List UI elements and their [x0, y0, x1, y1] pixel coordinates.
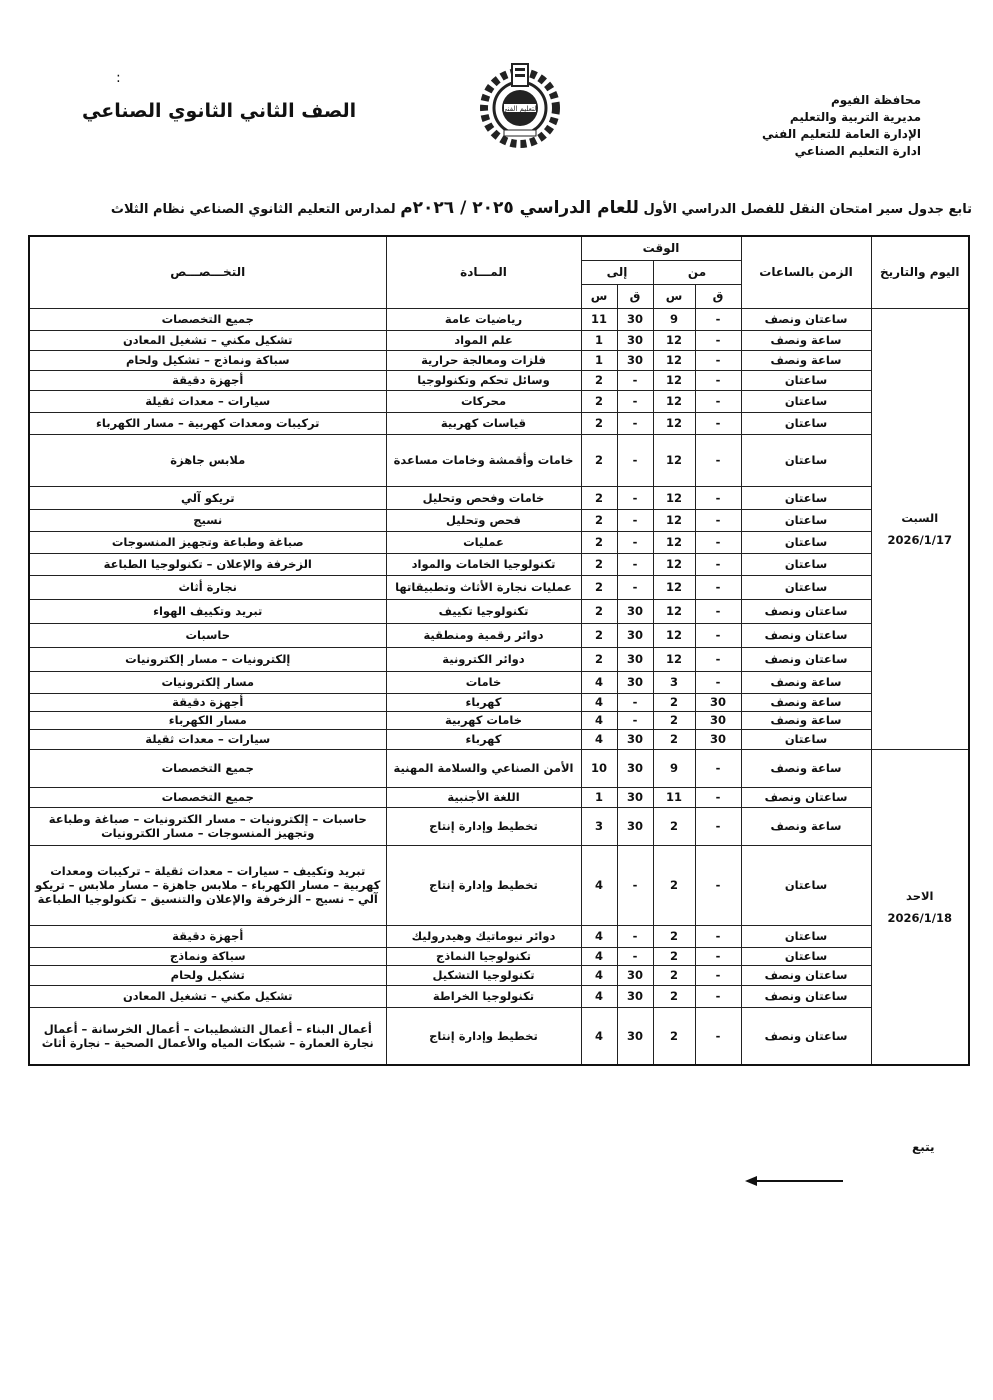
to-minute-cell: 30 — [617, 647, 653, 671]
table-row — [29, 807, 969, 845]
from-hour-cell: 12 — [653, 434, 695, 486]
technical-education-logo — [474, 60, 566, 152]
subject-cell: تكنولوجيا التشكيل — [386, 965, 581, 985]
to-minute-cell: - — [617, 412, 653, 434]
duration-cell: ساعة ونصف — [741, 693, 871, 711]
from-hour-cell: 12 — [653, 647, 695, 671]
header-from: من — [653, 260, 741, 284]
duration-cell: ساعتان — [741, 370, 871, 390]
duration-cell: ساعتان ونصف — [741, 787, 871, 807]
from-minute-cell: - — [695, 845, 741, 925]
from-minute-cell: - — [695, 553, 741, 575]
to-minute-cell: 30 — [617, 308, 653, 330]
from-minute-cell: - — [695, 575, 741, 599]
table-row — [29, 434, 969, 486]
duration-cell: ساعتان — [741, 553, 871, 575]
duration-cell: ساعتان — [741, 486, 871, 509]
specialty-cell: أعمال البناء – أعمال التشطيبات – أعمال الخرسانة – أعمال نجارة العمارة – شبكات المياه والأعمال الصحية – نجارة أثاث — [29, 1007, 386, 1065]
schedule-subtitle — [22, 198, 972, 218]
from-minute-cell: - — [695, 925, 741, 947]
to-hour-cell: 2 — [581, 553, 617, 575]
to-minute-cell: 30 — [617, 807, 653, 845]
from-hour-cell: 12 — [653, 350, 695, 370]
from-minute-cell: - — [695, 509, 741, 531]
table-row — [29, 599, 969, 623]
to-hour-cell: 2 — [581, 370, 617, 390]
to-minute-cell: - — [617, 925, 653, 947]
subject-cell: كهرباء — [386, 693, 581, 711]
specialty-cell: مسار الكهرباء — [29, 711, 386, 729]
subject-cell: عمليات نجارة الأثاث وتطبيقاتها — [386, 575, 581, 599]
day-name: الاحد — [906, 888, 934, 903]
to-hour-cell: 2 — [581, 412, 617, 434]
from-hour-cell: 2 — [653, 729, 695, 749]
header-duration: الزمن بالساعات — [741, 236, 871, 308]
to-hour-cell: 2 — [581, 390, 617, 412]
to-hour-cell: 10 — [581, 749, 617, 787]
subject-cell: تخطيط وإدارة إنتاج — [386, 1007, 581, 1065]
subtitle-part-2: للعام الدراسي ٢٠٢٥ / ٢٠٢٦م — [400, 198, 639, 218]
duration-cell: ساعة ونصف — [741, 330, 871, 350]
from-hour-cell: 2 — [653, 947, 695, 965]
header-time: الوقت — [581, 236, 741, 260]
to-hour-cell: 2 — [581, 531, 617, 553]
specialty-cell: تريكو آلي — [29, 486, 386, 509]
specialty-cell: تشكيل مكني – تشغيل المعادن — [29, 985, 386, 1007]
specialty-cell: ملابس جاهزة — [29, 434, 386, 486]
specialty-cell: نسيج — [29, 509, 386, 531]
table-row — [29, 308, 969, 330]
to-minute-cell: - — [617, 693, 653, 711]
duration-cell: ساعتان — [741, 412, 871, 434]
header-to: إلى — [581, 260, 653, 284]
from-hour-cell: 12 — [653, 575, 695, 599]
from-minute-cell: - — [695, 434, 741, 486]
header-from-min: ق — [695, 284, 741, 308]
specialty-cell: أجهزة دقيقة — [29, 370, 386, 390]
table-row — [29, 330, 969, 350]
header-day-date: اليوم والتاريخ — [871, 236, 969, 308]
subject-cell: فلزات ومعالجة حرارية — [386, 350, 581, 370]
to-hour-cell: 4 — [581, 711, 617, 729]
to-minute-cell: - — [617, 947, 653, 965]
subject-cell: تكنولوجيا الخراطة — [386, 985, 581, 1007]
specialty-cell: نجارة أثاث — [29, 575, 386, 599]
table-row — [29, 412, 969, 434]
subject-cell: الأمن الصناعي والسلامة المهنية — [386, 749, 581, 787]
to-minute-cell: 30 — [617, 623, 653, 647]
header-to-min: ق — [617, 284, 653, 308]
to-hour-cell: 1 — [581, 350, 617, 370]
to-hour-cell: 1 — [581, 330, 617, 350]
to-minute-cell: - — [617, 370, 653, 390]
from-minute-cell: - — [695, 308, 741, 330]
to-minute-cell: - — [617, 711, 653, 729]
duration-cell: ساعتان — [741, 575, 871, 599]
to-hour-cell: 4 — [581, 925, 617, 947]
duration-cell: ساعة ونصف — [741, 350, 871, 370]
subject-cell: تكنولوجيا تكييف — [386, 599, 581, 623]
specialty-cell: أجهزة دقيقة — [29, 925, 386, 947]
from-hour-cell: 12 — [653, 412, 695, 434]
from-hour-cell: 2 — [653, 845, 695, 925]
subtitle-part-1: تابع جدول سير امتحان النقل للفصل الدراسي الأول — [643, 202, 972, 217]
to-hour-cell: 4 — [581, 1007, 617, 1065]
duration-cell: ساعة ونصف — [741, 671, 871, 693]
specialty-cell: جميع التخصصات — [29, 749, 386, 787]
duration-cell: ساعتان ونصف — [741, 647, 871, 671]
continue-arrow-icon — [745, 1174, 845, 1188]
table-row — [29, 845, 969, 925]
table-row — [29, 553, 969, 575]
specialty-cell: حاسبات — [29, 623, 386, 647]
from-hour-cell: 2 — [653, 985, 695, 1007]
duration-cell: ساعتان — [741, 434, 871, 486]
to-minute-cell: - — [617, 575, 653, 599]
table-row — [29, 985, 969, 1007]
from-hour-cell: 12 — [653, 390, 695, 412]
to-minute-cell: - — [617, 390, 653, 412]
duration-cell: ساعتان — [741, 729, 871, 749]
continues-note: يتبع — [912, 1140, 935, 1154]
table-row — [29, 787, 969, 807]
specialty-cell: تشكيل ولحام — [29, 965, 386, 985]
from-hour-cell: 2 — [653, 807, 695, 845]
from-minute-cell: - — [695, 623, 741, 647]
table-row — [29, 749, 969, 787]
specialty-cell: تشكيل مكني – تشغيل المعادن — [29, 330, 386, 350]
subject-cell: تكنولوجيا الخامات والمواد — [386, 553, 581, 575]
from-minute-cell: - — [695, 787, 741, 807]
document-header — [0, 60, 993, 190]
from-hour-cell: 12 — [653, 486, 695, 509]
from-hour-cell: 2 — [653, 965, 695, 985]
table-row — [29, 509, 969, 531]
duration-cell: ساعتان — [741, 947, 871, 965]
table-row — [29, 711, 969, 729]
from-hour-cell: 2 — [653, 693, 695, 711]
to-minute-cell: 30 — [617, 599, 653, 623]
from-minute-cell: - — [695, 350, 741, 370]
from-hour-cell: 12 — [653, 599, 695, 623]
duration-cell: ساعتان ونصف — [741, 308, 871, 330]
duration-cell: ساعتان — [741, 925, 871, 947]
table-row — [29, 350, 969, 370]
to-hour-cell: 3 — [581, 807, 617, 845]
to-hour-cell: 4 — [581, 965, 617, 985]
specialty-cell: سباكة ونماذج – تشكيل ولحام — [29, 350, 386, 370]
subtitle-part-3: لمدارس التعليم الثانوي الصناعي نظام الثلاث — [110, 202, 396, 217]
from-minute-cell: - — [695, 671, 741, 693]
subject-cell: فحص وتحليل — [386, 509, 581, 531]
authority-line: الإدارة العامة للتعليم الفني — [761, 127, 921, 141]
to-hour-cell: 2 — [581, 599, 617, 623]
exam-schedule-table — [28, 235, 970, 1066]
to-hour-cell: 4 — [581, 947, 617, 965]
duration-cell: ساعتان — [741, 845, 871, 925]
subject-cell: وسائل تحكم وتكنولوجيا — [386, 370, 581, 390]
to-minute-cell: 30 — [617, 749, 653, 787]
header-specialty: التخـــصـــص — [29, 236, 386, 308]
to-hour-cell: 2 — [581, 486, 617, 509]
specialty-cell: الزخرفة والإعلان – تكنولوجيا الطباعة — [29, 553, 386, 575]
to-hour-cell: 2 — [581, 623, 617, 647]
table-row — [29, 623, 969, 647]
subject-cell: عمليات — [386, 531, 581, 553]
specialty-cell: تبريد وتكييف – سيارات – معدات ثقيلة – تركيبات ومعدات كهربية – مسار الكهرباء – ملابس جاهزة – مسار ملابس – تريكو آلي – نسيج – الزخرفة والإعلان والتنسيق – تكنولوجيا الطباعة — [29, 845, 386, 925]
from-hour-cell: 3 — [653, 671, 695, 693]
from-hour-cell: 2 — [653, 711, 695, 729]
from-minute-cell: 30 — [695, 711, 741, 729]
to-minute-cell: - — [617, 845, 653, 925]
from-minute-cell: - — [695, 807, 741, 845]
authority-line: ادارة التعليم الصناعي — [794, 144, 921, 158]
header-from-hour: س — [653, 284, 695, 308]
subject-cell: دوائر الكترونية — [386, 647, 581, 671]
authority-line: مديرية التربية والتعليم — [789, 110, 921, 124]
duration-cell: ساعة ونصف — [741, 711, 871, 729]
table-row — [29, 693, 969, 711]
specialty-cell: أجهزة دقيقة — [29, 693, 386, 711]
to-minute-cell: 30 — [617, 1007, 653, 1065]
to-minute-cell: 30 — [617, 350, 653, 370]
day-date-cell — [871, 308, 969, 749]
from-minute-cell: - — [695, 947, 741, 965]
from-minute-cell: 30 — [695, 693, 741, 711]
specialty-cell: تبريد وتكييف الهواء — [29, 599, 386, 623]
subject-cell: رياضيات عامة — [386, 308, 581, 330]
from-hour-cell: 12 — [653, 553, 695, 575]
from-hour-cell: 2 — [653, 1007, 695, 1065]
table-body — [29, 308, 969, 1065]
table-row — [29, 370, 969, 390]
from-hour-cell: 12 — [653, 531, 695, 553]
table-row — [29, 947, 969, 965]
to-minute-cell: 30 — [617, 330, 653, 350]
to-hour-cell: 2 — [581, 509, 617, 531]
to-hour-cell: 4 — [581, 671, 617, 693]
to-hour-cell: 4 — [581, 845, 617, 925]
duration-cell: ساعة ونصف — [741, 807, 871, 845]
subject-cell: اللغة الأجنبية — [386, 787, 581, 807]
table-row — [29, 486, 969, 509]
specialty-cell: حاسبات – إلكترونيات – مسار الكترونيات – صباغة وطباعة وتجهيز المنسوجات – مسار الكترونيات — [29, 807, 386, 845]
table-row — [29, 390, 969, 412]
to-hour-cell: 2 — [581, 434, 617, 486]
from-hour-cell: 12 — [653, 330, 695, 350]
to-minute-cell: - — [617, 531, 653, 553]
table-row — [29, 671, 969, 693]
specialty-cell: سيارات – معدات ثقيلة — [29, 390, 386, 412]
to-minute-cell: - — [617, 553, 653, 575]
table-row — [29, 575, 969, 599]
specialty-cell: جميع التخصصات — [29, 787, 386, 807]
duration-cell: ساعتان ونصف — [741, 599, 871, 623]
to-minute-cell: 30 — [617, 985, 653, 1007]
exam-date: 2026/1/17 — [887, 532, 952, 547]
subject-cell: تخطيط وإدارة إنتاج — [386, 845, 581, 925]
from-hour-cell: 11 — [653, 787, 695, 807]
from-minute-cell: - — [695, 647, 741, 671]
table-row — [29, 531, 969, 553]
to-minute-cell: 30 — [617, 671, 653, 693]
from-minute-cell: - — [695, 985, 741, 1007]
from-minute-cell: - — [695, 390, 741, 412]
specialty-cell: صباغة وطباعة وتجهيز المنسوجات — [29, 531, 386, 553]
table-row — [29, 647, 969, 671]
table-row — [29, 729, 969, 749]
logo-lettering: التعليم الفني — [501, 105, 539, 113]
to-minute-cell: - — [617, 434, 653, 486]
specialty-cell: تركيبات ومعدات كهربية – مسار الكهرباء — [29, 412, 386, 434]
from-minute-cell: - — [695, 486, 741, 509]
from-minute-cell: - — [695, 370, 741, 390]
specialty-cell: إلكترونيات – مسار إلكترونيات — [29, 647, 386, 671]
to-hour-cell: 11 — [581, 308, 617, 330]
to-hour-cell: 4 — [581, 693, 617, 711]
from-minute-cell: - — [695, 1007, 741, 1065]
from-minute-cell: - — [695, 412, 741, 434]
subject-cell: دوائر رقمية ومنطقية — [386, 623, 581, 647]
to-minute-cell: 30 — [617, 965, 653, 985]
duration-cell: ساعتان — [741, 531, 871, 553]
from-hour-cell: 12 — [653, 509, 695, 531]
duration-cell: ساعتان ونصف — [741, 623, 871, 647]
day-name: السبت — [901, 510, 939, 525]
subject-cell: تخطيط وإدارة إنتاج — [386, 807, 581, 845]
table-row — [29, 1007, 969, 1065]
to-hour-cell: 4 — [581, 985, 617, 1007]
from-minute-cell: - — [695, 749, 741, 787]
to-minute-cell: 30 — [617, 729, 653, 749]
table-row — [29, 925, 969, 947]
exam-date: 2026/1/18 — [887, 910, 952, 925]
to-hour-cell: 2 — [581, 575, 617, 599]
specialty-cell: مسار إلكترونيات — [29, 671, 386, 693]
duration-cell: ساعتان — [741, 509, 871, 531]
subject-cell: خامات وفحص وتحليل — [386, 486, 581, 509]
subject-cell: خامات كهربية — [386, 711, 581, 729]
subject-cell: قياسات كهربية — [386, 412, 581, 434]
table-row — [29, 965, 969, 985]
subject-cell: خامات — [386, 671, 581, 693]
header-to-hour: س — [581, 284, 617, 308]
to-hour-cell: 4 — [581, 729, 617, 749]
subject-cell: علم المواد — [386, 330, 581, 350]
specialty-cell: سيارات – معدات ثقيلة — [29, 729, 386, 749]
to-hour-cell: 1 — [581, 787, 617, 807]
from-minute-cell: - — [695, 965, 741, 985]
specialty-cell: سباكة ونماذج — [29, 947, 386, 965]
duration-cell: ساعتان ونصف — [741, 965, 871, 985]
issuing-authority — [762, 92, 921, 160]
from-minute-cell: 30 — [695, 729, 741, 749]
subject-cell: كهرباء — [386, 729, 581, 749]
subject-cell: محركات — [386, 390, 581, 412]
from-hour-cell: 12 — [653, 623, 695, 647]
from-hour-cell: 12 — [653, 370, 695, 390]
subject-cell: دوائر نيوماتيك وهيدروليك — [386, 925, 581, 947]
from-hour-cell: 9 — [653, 749, 695, 787]
from-minute-cell: - — [695, 531, 741, 553]
to-minute-cell: - — [617, 486, 653, 509]
from-minute-cell: - — [695, 599, 741, 623]
from-hour-cell: 9 — [653, 308, 695, 330]
to-minute-cell: 30 — [617, 787, 653, 807]
subject-cell: تكنولوجيا النماذج — [386, 947, 581, 965]
day-date-cell — [871, 749, 969, 1065]
duration-cell: ساعتان — [741, 390, 871, 412]
from-hour-cell: 2 — [653, 925, 695, 947]
grade-title: الصف الثاني الثانوي الصناعي — [82, 100, 357, 122]
duration-cell: ساعتان ونصف — [741, 1007, 871, 1065]
from-minute-cell: - — [695, 330, 741, 350]
table-header — [29, 236, 969, 308]
subject-cell: خامات وأقمشة وخامات مساعدة — [386, 434, 581, 486]
authority-line: محافظة الفيوم — [830, 93, 921, 107]
to-hour-cell: 2 — [581, 647, 617, 671]
duration-cell: ساعة ونصف — [741, 749, 871, 787]
duration-cell: ساعتان ونصف — [741, 985, 871, 1007]
to-minute-cell: - — [617, 509, 653, 531]
specialty-cell: جميع التخصصات — [29, 308, 386, 330]
colon-mark: : — [116, 70, 121, 86]
header-subject: المـــادة — [386, 236, 581, 308]
